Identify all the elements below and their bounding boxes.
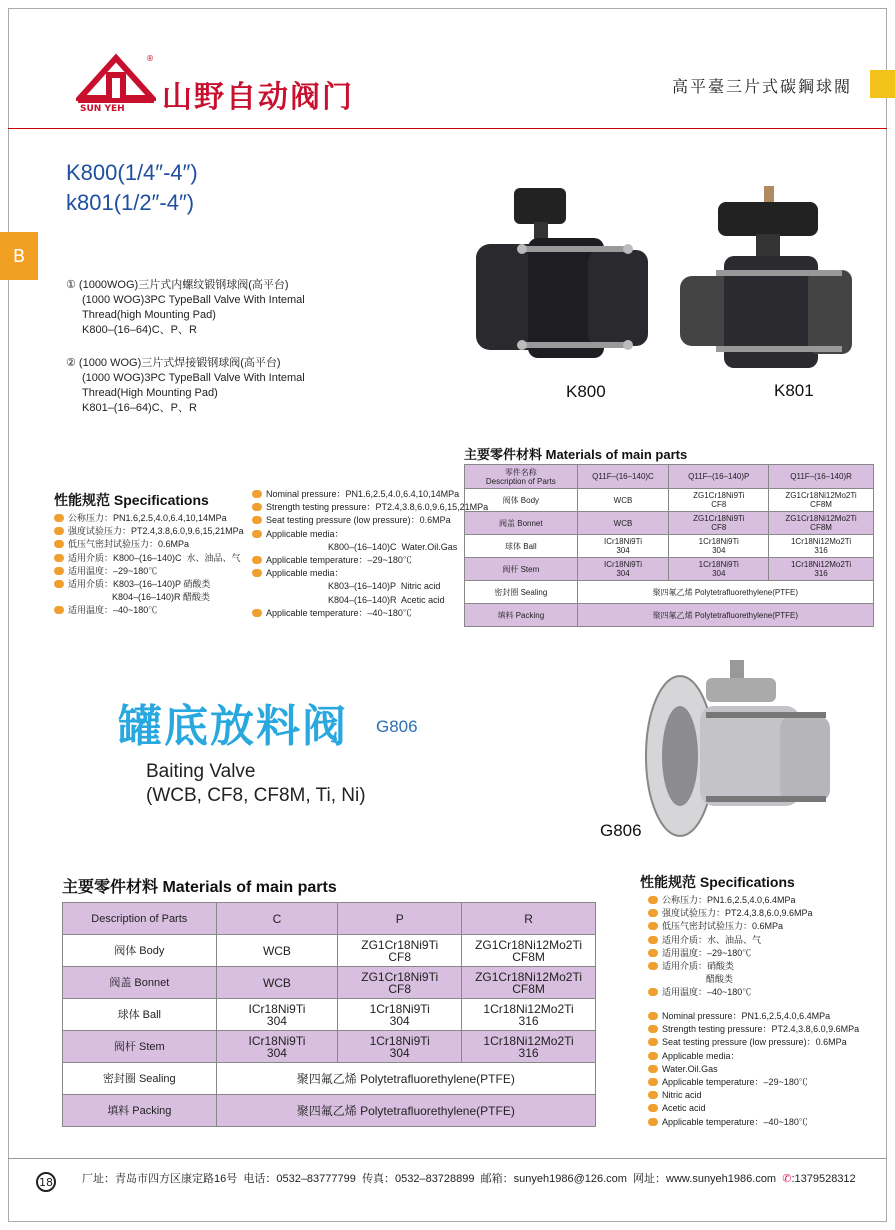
page-number: 18 <box>36 1172 56 1192</box>
section-tab: B <box>0 232 38 280</box>
table-cell: ZG1Cr18Ni9Ti CF8 <box>669 512 769 535</box>
table-cell: ICr18Ni9Ti 304 <box>577 535 669 558</box>
spec-item: Applicable media： <box>648 1050 859 1063</box>
spec-item: K803–(16–140)P Nitric acid <box>328 581 441 592</box>
table-cell: ZG1Cr18Ni9Ti CF8 <box>669 489 769 512</box>
table-cell: 1Cr18Ni12Mo2Ti 316 <box>769 558 874 581</box>
table-cell: WCB <box>577 512 669 535</box>
table-cell: ICr18Ni9Ti 304 <box>577 558 669 581</box>
footer-divider <box>8 1158 887 1159</box>
phone-icon: ✆ <box>782 1173 792 1185</box>
table-cell: ICr18Ni9Ti 304 <box>216 999 338 1031</box>
baiting-valve-title-cn: 罐底放料阀 <box>118 701 348 752</box>
spec-item: Acetic acid <box>648 1102 859 1115</box>
spec-item: 适用温度：–40~180℃ <box>54 604 244 617</box>
k801-valve-photo <box>676 186 856 382</box>
spec-item: Nominal pressure：PN1.6,2.5,4.0,6.4MPa <box>648 1010 859 1023</box>
table-cell: P <box>338 903 462 935</box>
spec-item: Water.Oil.Gas <box>648 1063 859 1076</box>
table-cell: ZG1Cr18Ni12Mo2Ti CF8M <box>769 512 874 535</box>
spec-item: 适用温度：–29~180℃ <box>648 947 813 960</box>
table-cell: WCB <box>216 967 338 999</box>
spec-item: 适用温度：–40~180℃ <box>648 986 813 999</box>
specifications-en-list <box>252 488 488 620</box>
table-cell: R <box>462 903 596 935</box>
baiting-valve-title-en: Baiting Valve (WCB, CF8, CF8M, Ti, Ni) <box>146 761 366 806</box>
registered-mark: ® <box>146 54 154 63</box>
table-row <box>465 489 874 512</box>
table-row <box>63 1095 596 1127</box>
spec-item: 醋酸类 <box>706 974 734 985</box>
table-cell: ZG1Cr18Ni9Ti CF8 <box>338 967 462 999</box>
table-header-row <box>465 465 874 489</box>
spec-item: K804–(16–140)R Acetic acid <box>328 594 445 605</box>
table-cell: 零件名称 Description of Parts <box>465 465 578 489</box>
spec-item: Applicable media： <box>252 528 488 541</box>
specifications-cn-list-2 <box>648 894 813 1000</box>
g806-label: G806 <box>600 821 642 840</box>
spec-item: Applicable media： <box>252 567 488 580</box>
spec-item: 低压气密封试验压力：0.6MPa <box>648 920 813 933</box>
footer-contact: 厂址：青岛市四方区康定路16号 电话：0532–83777799 传真：0532–83728899 邮箱：sunyeh1986@126.com 网址：www.sunyeh1986.com ✆:13795283​12 <box>82 1173 856 1185</box>
table-row <box>63 1031 596 1063</box>
table-header-row <box>63 903 596 935</box>
materials-title-1: 主要零件材料 Materials of main parts <box>464 447 688 462</box>
header-divider <box>8 128 887 129</box>
k801-label: K801 <box>774 381 814 400</box>
table-cell: 1Cr18Ni9Ti 304 <box>338 1031 462 1063</box>
g806-valve-photo <box>640 656 850 846</box>
spec-item: Seat testing pressure (low pressure)：0.6MPa <box>252 514 488 527</box>
spec-item: Seat testing pressure (low pressure)：0.6MPa <box>648 1036 859 1049</box>
table-cell: 球体 Ball <box>465 535 578 558</box>
table-cell: 填料 Packing <box>63 1095 217 1127</box>
item2-description: ② (1000 WOG)三片式焊接锻钢球阀(高平台) (1000 WOG)3PC TypeBall Valve With Intemal Thread(High Mounting Pad) K801–(16–64)C、P、R <box>66 357 305 414</box>
specifications-title-2: 性能规范 Specifications <box>640 874 795 890</box>
spec-item: Applicable temperature：–40~180℃ <box>648 1116 859 1129</box>
table-cell: 阀杆 Stem <box>465 558 578 581</box>
table-cell: 聚四氟乙烯 Polytetrafluorethylene(PTFE) <box>216 1063 595 1095</box>
spec-item: 低压气密封试验压力：0.6MPa <box>54 538 244 551</box>
table-cell: 1Cr18Ni9Ti 304 <box>669 558 769 581</box>
table-cell: 阀体 Body <box>465 489 578 512</box>
spec-item: K804–(16–140)R 醋酸类 <box>112 592 211 603</box>
table-row <box>465 604 874 627</box>
table-cell: 聚四氟乙烯 Polytetrafluorethylene(PTFE) <box>577 604 873 627</box>
table-cell: Description of Parts <box>63 903 217 935</box>
table-cell: Q11F–(16–140)R <box>769 465 874 489</box>
spec-item: Nitric acid <box>648 1089 859 1102</box>
table-row <box>465 535 874 558</box>
spec-item: Nominal pressure：PN1.6,2.5,4.0,6.4,10,14MPa <box>252 488 488 501</box>
brand-logo <box>76 52 156 106</box>
table-cell: 球体 Ball <box>63 999 217 1031</box>
k800-label: K800 <box>566 382 606 401</box>
table-cell: ZG1Cr18Ni12Mo2Ti CF8M <box>462 935 596 967</box>
table-cell: Q11F–(16–140)P <box>669 465 769 489</box>
table-cell: Q11F–(16–140)C <box>577 465 669 489</box>
spec-item: 公称压力：PN1.6,2.5,4.0,6.4,10,14MPa <box>54 512 244 525</box>
spec-item: 适用介质：硝酸类 <box>648 960 813 973</box>
table-cell: WCB <box>577 489 669 512</box>
table-cell: 阀杆 Stem <box>63 1031 217 1063</box>
spec-item: 适用温度：–29~180℃ <box>54 565 244 578</box>
item1-description: ① (1000WOG)三片式内螺纹锻钢球阀(高平台) (1000 WOG)3PC TypeBall Valve With Intemal Thread(high Mounting Pad) K800–(16–64)C、P、R <box>66 279 305 336</box>
spec-item: Strength testing pressure：PT2.4,3.8,6.0,9.6,15,21MPa <box>252 501 488 514</box>
table-cell: 1Cr18Ni12Mo2Ti 316 <box>462 1031 596 1063</box>
table-cell: ICr18Ni9Ti 304 <box>216 1031 338 1063</box>
model-title <box>66 158 198 218</box>
spec-item: Applicable temperature：–29~180℃ <box>648 1076 859 1089</box>
spec-item: 强度试验压力：PT2.4,3.8,6.0,9.6,15,21MPa <box>54 525 244 538</box>
spec-item: Applicable temperature：–40~180℃ <box>252 607 488 620</box>
spec-item: 适用介质：K803–(16–140)P 硝酸类 <box>54 578 244 591</box>
spec-item: 适用介质：K800–(16–140)C 水、油品、气 <box>54 552 244 565</box>
k800-valve-photo <box>468 186 668 386</box>
baiting-valve-code: G806 <box>376 717 418 736</box>
table-row <box>63 1063 596 1095</box>
materials-table-2 <box>62 902 596 1127</box>
spec-item: 适用介质：水、油品、气 <box>648 934 813 947</box>
table-cell: C <box>216 903 338 935</box>
table-cell: 聚四氟乙烯 Polytetrafluorethylene(PTFE) <box>577 581 873 604</box>
table-cell: 密封圈 Sealing <box>63 1063 217 1095</box>
brand-english: SUN YEH <box>80 104 125 114</box>
spec-item: K800–(16–140)C Water.Oil.Gas <box>328 541 458 552</box>
spec-item: 公称压力：PN1.6,2.5,4.0,6.4MPa <box>648 894 813 907</box>
table-cell: 阀体 Body <box>63 935 217 967</box>
table-row <box>63 935 596 967</box>
materials-title-2: 主要零件材料 Materials of main parts <box>62 879 337 896</box>
table-cell: 密封圈 Sealing <box>465 581 578 604</box>
spec-item: Strength testing pressure：PT2.4,3.8,6.0,9.6MPa <box>648 1023 859 1036</box>
table-row <box>465 512 874 535</box>
specifications-title: 性能规范 Specifications <box>54 492 209 508</box>
table-cell: 1Cr18Ni12Mo2Ti 316 <box>462 999 596 1031</box>
brand-name: 山野自动阀门 <box>162 80 354 115</box>
spec-item: 强度试验压力：PT2.4,3.8,6.0,9.6MPa <box>648 907 813 920</box>
table-row <box>465 558 874 581</box>
spec-item: Applicable temperature：–29~180℃ <box>252 554 488 567</box>
document-title: 高平臺三片式碳鋼球閥 <box>672 77 853 96</box>
table-cell: 聚四氟乙烯 Polytetrafluorethylene(PTFE) <box>216 1095 595 1127</box>
table-cell: 阀盖 Bonnet <box>63 967 217 999</box>
table-cell: ZG1Cr18Ni12Mo2Ti CF8M <box>769 489 874 512</box>
model-k800: K800(1/4″-4″) <box>66 160 198 185</box>
table-cell: 填料 Packing <box>465 604 578 627</box>
table-row <box>63 967 596 999</box>
table-cell: 阀盖 Bonnet <box>465 512 578 535</box>
table-cell: 1Cr18Ni12Mo2Ti 316 <box>769 535 874 558</box>
table-cell: 1Cr18Ni9Ti 304 <box>669 535 769 558</box>
table-cell: ZG1Cr18Ni12Mo2Ti CF8M <box>462 967 596 999</box>
table-row <box>63 999 596 1031</box>
table-cell: 1Cr18Ni9Ti 304 <box>338 999 462 1031</box>
materials-table-1 <box>464 464 874 627</box>
table-row <box>465 581 874 604</box>
table-cell: WCB <box>216 935 338 967</box>
model-k801: k801(1/2″-4″) <box>66 190 195 215</box>
specifications-cn-list <box>54 512 244 618</box>
table-cell: ZG1Cr18Ni9Ti CF8 <box>338 935 462 967</box>
specifications-en-list-2 <box>648 1010 859 1129</box>
title-accent-bar <box>870 70 895 98</box>
